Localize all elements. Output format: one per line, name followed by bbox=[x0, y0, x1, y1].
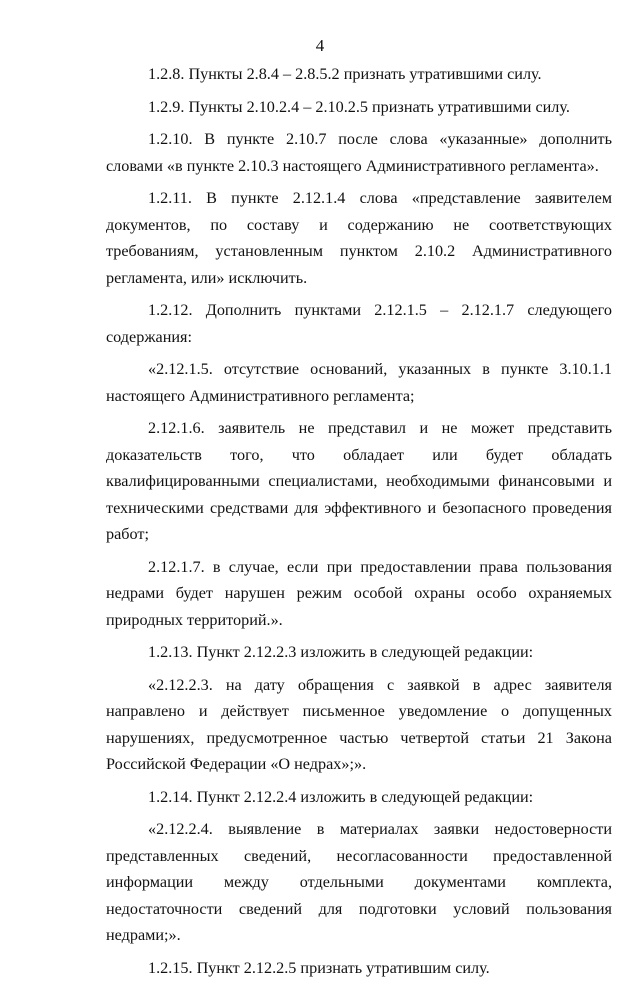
document-body bbox=[106, 61, 612, 987]
page-number: 4 bbox=[315, 36, 325, 55]
paragraph-1-2-8: 1.2.8. Пункты 2.8.4 – 2.8.5.2 признать утратившими силу. bbox=[148, 65, 542, 83]
paragraph-1-2-13: 1.2.13. Пункт 2.12.2.3 изложить в следующей редакции: bbox=[148, 643, 534, 661]
paragraph-1-2-9: 1.2.9. Пункты 2.10.2.4 – 2.10.2.5 признать утратившими силу. bbox=[148, 97, 570, 116]
paragraph-2-12-2-3: «2.12.2.3. на дату обращения с заявкой в адрес заявителя направлено и действует письменное уведомление о допущенных нарушениях, предусмотренное частью четвертой статьи 21 Закона Российской Федерации «О недрах»;». bbox=[106, 675, 612, 773]
paragraph-1-2-15: 1.2.15. Пункт 2.12.2.5 признать утратившим силу. bbox=[148, 958, 490, 977]
paragraph-2-12-2-4: «2.12.2.4. выявление в материалах заявки недостоверности представленных сведений, несогласованности предоставленной информации между отдельными документами комплекта, недостаточности сведений для подготовки условий пользования недрами;». bbox=[106, 820, 612, 944]
paragraph-1-2-11: 1.2.11. В пункте 2.12.1.4 слова «представление заявителем документов, по составу и содержанию не соответствующих требованиям, установленным пунктом 2.10.2 Административного регламента, или» исключить. bbox=[106, 189, 612, 287]
paragraph-1-2-10: 1.2.10. В пункте 2.10.7 после слова «указанные» дополнить словами «в пункте 2.10.3 настоящего Административного регламента». bbox=[106, 130, 612, 175]
paragraph-1-2-14: 1.2.14. Пункт 2.12.2.4 изложить в следующей редакции: bbox=[148, 787, 534, 806]
paragraph-2-12-1-6: 2.12.1.6. заявитель не представил и не может представить доказательств того, что обладает или будет обладать квалифицированными специалистами, необходимыми финансовыми и техническими средствами для эффективного и безопасного проведения работ; bbox=[106, 419, 612, 543]
paragraph-2-12-1-5: «2.12.1.5. отсутствие оснований, указанных в пункте 3.10.1.1 настоящего Административного регламента; bbox=[106, 360, 612, 405]
paragraph-1-2-12: 1.2.12. Дополнить пунктами 2.12.1.5 – 2.12.1.7 следующего содержания: bbox=[106, 301, 612, 346]
paragraph-2-12-1-7: 2.12.1.7. в случае, если при предоставлении права пользования недрами будет нарушен режим особой охраны особо охраняемых природных территорий.». bbox=[106, 557, 612, 629]
